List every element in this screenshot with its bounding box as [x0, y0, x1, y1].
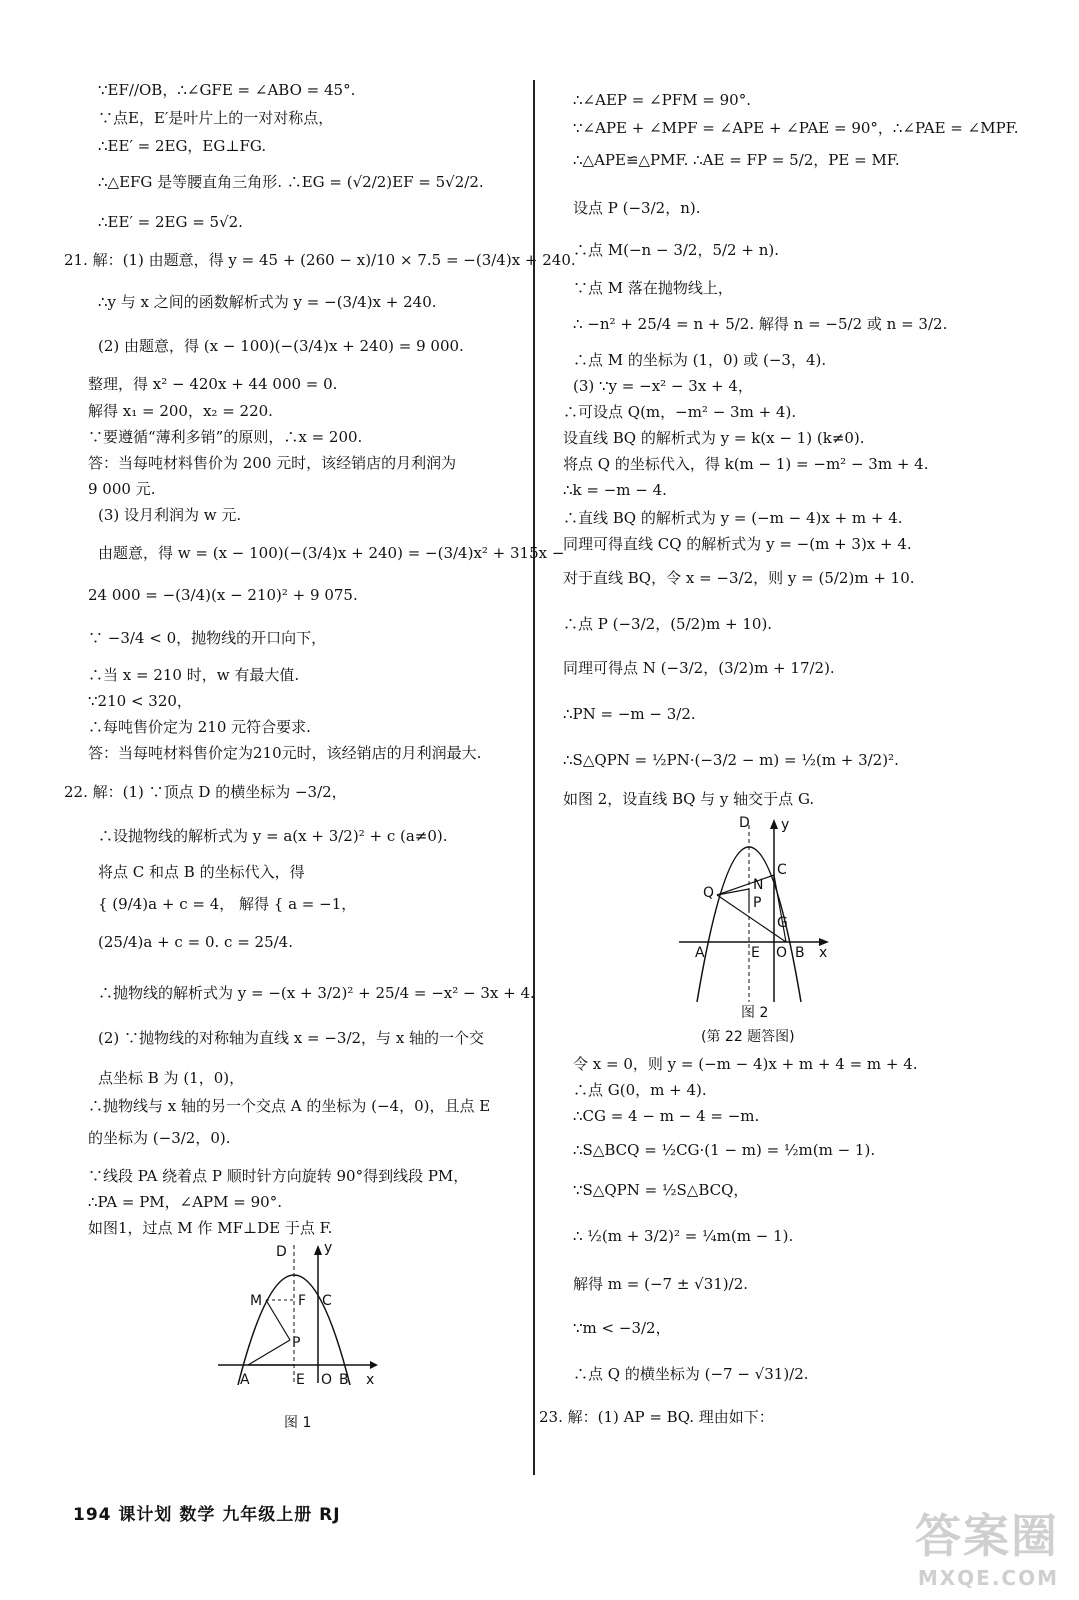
text-line: 由题意，得 w = (x − 100)(−(3/4)x + 240) = −(3/4)x² + 315x −	[98, 544, 565, 562]
text-line: 同理可得点 N (−3/2，(3/2)m + 17/2).	[563, 659, 835, 677]
fig2-label-x: x	[819, 945, 828, 961]
text-line: ∴点 G(0，m + 4).	[573, 1081, 707, 1099]
text-line: ∵EF//OB，∴∠GFE = ∠ABO = 45°.	[98, 81, 356, 99]
fig2-label-o: O	[776, 945, 788, 961]
text-line: 的坐标为 (−3/2，0).	[88, 1129, 231, 1147]
text-line: ∴每吨售价定为 210 元符合要求.	[88, 718, 311, 736]
fig2-label-a: A	[695, 945, 705, 961]
text-line: ∵要遵循“薄利多销”的原则，∴x = 200.	[88, 428, 363, 446]
watermark-url: MXQE.COM	[917, 1566, 1059, 1590]
fig2-label-e: E	[751, 945, 760, 961]
text-line: 将点 C 和点 B 的坐标代入，得	[98, 863, 305, 881]
text-line: ∴∠AEP = ∠PFM = 90°.	[573, 91, 751, 109]
fig1-label-y: y	[324, 1240, 333, 1256]
text-line: ∴ ½(m + 3/2)² = ¼m(m − 1).	[573, 1227, 794, 1245]
text-line: ∴S△QPN = ½PN·(−3/2 − m) = ½(m + 3/2)².	[563, 751, 899, 769]
text-line: ∴△APE≌△PMF. ∴AE = FP = 5/2，PE = MF.	[573, 151, 900, 169]
text-line: 设直线 BQ 的解析式为 y = k(x − 1) (k≠0).	[563, 429, 865, 447]
fig1-label-d: D	[276, 1244, 287, 1260]
fig1-label-m: M	[250, 1293, 263, 1309]
fig2-label-c: C	[777, 862, 787, 878]
text-line: ∴点 M(−n − 3/2，5/2 + n).	[573, 241, 779, 259]
text-line: 点坐标 B 为 (1，0)，	[98, 1069, 245, 1087]
text-line: 将点 Q 的坐标代入，得 k(m − 1) = −m² − 3m + 4.	[563, 455, 929, 473]
text-line: ∴ −n² + 25/4 = n + 5/2. 解得 n = −5/2 或 n = 3/2.	[573, 315, 948, 333]
text-line: 解得 m = (−7 ± √31)/2.	[573, 1275, 749, 1293]
text-line: ∴点 Q 的横坐标为 (−7 − √31)/2.	[573, 1365, 809, 1383]
fig1-label-p: P	[292, 1335, 301, 1351]
text-line: 如图1，过点 M 作 MF⊥DE 于点 F.	[88, 1219, 333, 1237]
fig1-label-o: O	[321, 1372, 333, 1388]
text-line: ∴可设点 Q(m，−m² − 3m + 4).	[563, 403, 797, 421]
fig1-label-c: C	[322, 1293, 332, 1309]
text-line: ∴CG = 4 − m − 4 = −m.	[573, 1107, 760, 1125]
fig2-label-d: D	[739, 815, 750, 831]
text-line: 令 x = 0，则 y = (−m − 4)x + m + 4 = m + 4.	[573, 1055, 918, 1073]
text-line: 9 000 元.	[88, 480, 156, 498]
fig1-label-b: B	[339, 1372, 349, 1388]
text-line: ∴EE′ = 2EG，EG⊥FG.	[98, 137, 267, 155]
text-line: ∵210 < 320，	[88, 692, 192, 710]
fig1-label-f: F	[298, 1293, 307, 1309]
text-line: ∴PN = −m − 3/2.	[563, 705, 696, 723]
text-line: 整理，得 x² − 420x + 44 000 = 0.	[88, 375, 338, 393]
fig2-label-b: B	[795, 945, 805, 961]
question-22-start: 22. 解：(1) ∵顶点 D 的横坐标为 −3/2，	[64, 783, 347, 801]
text-line: ∵点E，E′是叶片上的一对对称点，	[98, 109, 334, 127]
text-line: (3) 设月利润为 w 元.	[98, 506, 242, 524]
equation-system-line-1: { (9/4)a + c = 4， 解得 { a = −1，	[98, 895, 357, 913]
text-line: ∴抛物线的解析式为 y = −(x + 3/2)² + 25/4 = −x² − 3x + 4.	[98, 984, 535, 1002]
equation-system-line-2: (25/4)a + c = 0. c = 25/4.	[98, 933, 293, 951]
text-line: ∵∠APE + ∠MPF = ∠APE + ∠PAE = 90°，∴∠PAE = ∠MPF.	[573, 119, 1019, 137]
text-line: 如图 2，设直线 BQ 与 y 轴交于点 G.	[563, 790, 815, 808]
text-line: (3) ∵y = −x² − 3x + 4，	[573, 377, 753, 395]
text-line: ∴抛物线与 x 轴的另一个交点 A 的坐标为 (−4，0)，且点 E	[88, 1097, 491, 1115]
text-line: 解得 x₁ = 200，x₂ = 220.	[88, 402, 273, 420]
fig2-label-p: P	[753, 895, 762, 911]
fig1-caption: 图 1	[284, 1415, 312, 1431]
text-line: ∵m < −3/2，	[573, 1319, 671, 1337]
text-line: (2) 由题意，得 (x − 100)(−(3/4)x + 240) = 9 000.	[98, 337, 464, 355]
text-line: ∴点 P (−3/2，(5/2)m + 10).	[563, 615, 773, 633]
fig2-caption: 图 2	[741, 1005, 769, 1021]
text-line: 答：当每吨材料售价定为210元时，该经销店的月利润最大.	[88, 744, 482, 762]
text-line: ∵ −3/4 < 0，抛物线的开口向下，	[88, 629, 327, 647]
text-line: ∴当 x = 210 时，w 有最大值.	[88, 666, 300, 684]
question-23-start: 23. 解：(1) AP = BQ. 理由如下：	[539, 1408, 774, 1426]
text-line: ∴△EFG 是等腰直角三角形. ∴EG = (√2/2)EF = 5√2/2.	[98, 173, 484, 191]
watermark-title: 答案圈	[915, 1509, 1059, 1563]
text-line: (2) ∵抛物线的对称轴为直线 x = −3/2，与 x 轴的一个交	[98, 1029, 485, 1047]
text-line: ∵线段 PA 绕着点 P 顺时针方向旋转 90°得到线段 PM，	[88, 1167, 469, 1185]
fig2-label-y: y	[781, 817, 790, 833]
question-21-start: 21. 解：(1) 由题意，得 y = 45 + (260 − x)/10 × 7.5 = −(3/4)x + 240.	[64, 251, 576, 269]
text-line: ∵S△QPN = ½S△BCQ，	[573, 1181, 749, 1199]
figure-1-diagram	[218, 1245, 378, 1385]
fig1-label-x: x	[366, 1372, 375, 1388]
text-line: ∴S△BCQ = ½CG·(1 − m) = ½m(m − 1).	[573, 1141, 876, 1159]
fig1-label-e: E	[296, 1372, 305, 1388]
text-line: 同理可得直线 CQ 的解析式为 y = −(m + 3)x + 4.	[563, 535, 912, 553]
text-line: ∴y 与 x 之间的函数解析式为 y = −(3/4)x + 240.	[98, 293, 437, 311]
text-line: ∴直线 BQ 的解析式为 y = (−m − 4)x + m + 4.	[563, 509, 903, 527]
fig2-subcaption: (第 22 题答图)	[701, 1029, 795, 1045]
text-line: ∴EE′ = 2EG = 5√2.	[98, 213, 243, 231]
page-footer: 194 课计划 数学 九年级上册 RJ	[73, 1505, 341, 1525]
column-divider	[533, 80, 535, 1475]
text-line: 24 000 = −(3/4)(x − 210)² + 9 075.	[88, 586, 358, 604]
text-line: ∴k = −m − 4.	[563, 481, 667, 499]
text-line: ∴PA = PM，∠APM = 90°.	[88, 1193, 282, 1211]
text-line: ∴设抛物线的解析式为 y = a(x + 3/2)² + c (a≠0).	[98, 827, 448, 845]
text-line: 答：当每吨材料售价为 200 元时，该经销店的月利润为	[88, 454, 457, 472]
fig1-label-a: A	[240, 1372, 250, 1388]
fig2-label-q: Q	[703, 885, 715, 901]
fig2-label-g: G	[777, 915, 788, 931]
text-line: 设点 P (−3/2，n).	[573, 199, 701, 217]
text-line: 对于直线 BQ，令 x = −3/2，则 y = (5/2)m + 10.	[563, 569, 915, 587]
fig2-label-n: N	[753, 877, 764, 893]
text-line: ∴点 M 的坐标为 (1，0) 或 (−3，4).	[573, 351, 827, 369]
text-line: ∵点 M 落在抛物线上，	[573, 279, 733, 297]
watermark	[915, 1500, 1059, 1590]
